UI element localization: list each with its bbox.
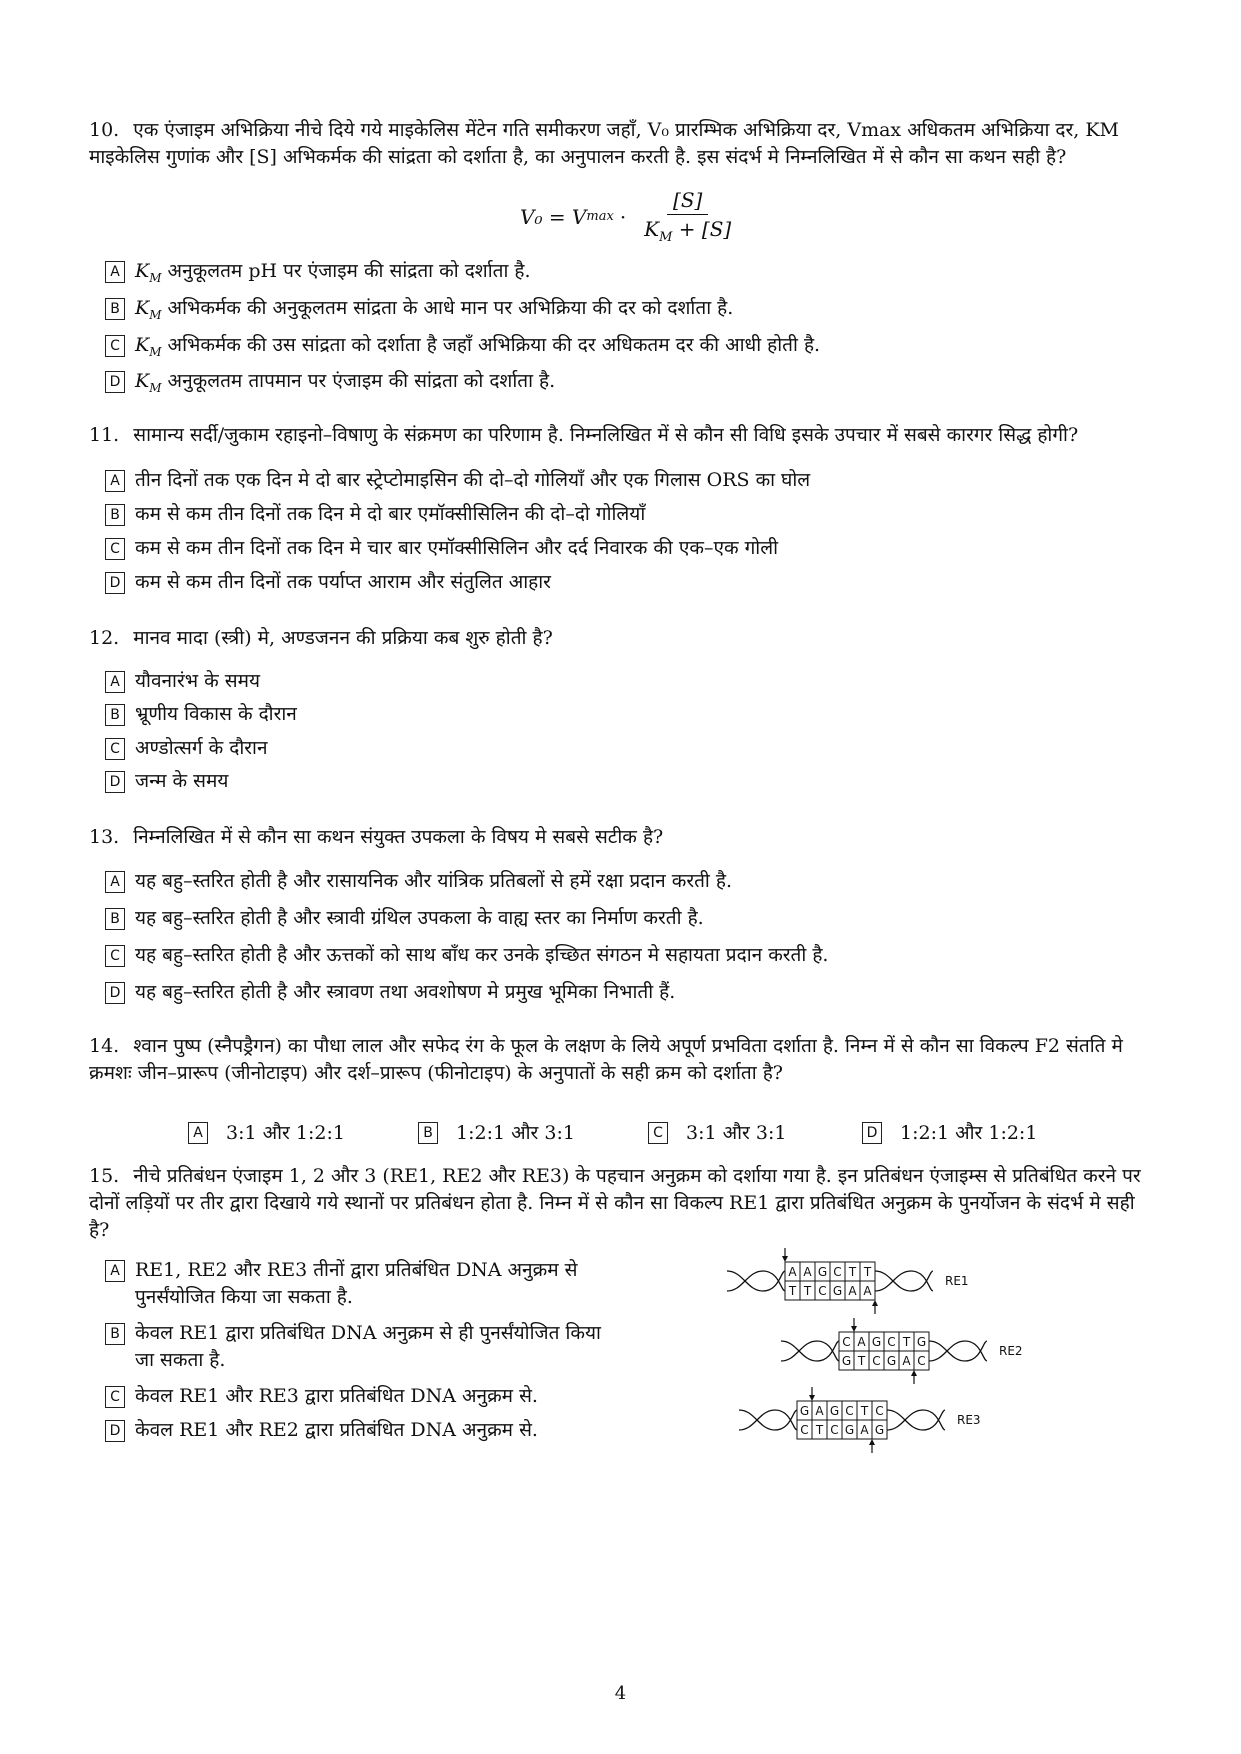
option-label: B [105, 504, 125, 526]
base-letter: G [916, 1335, 927, 1349]
option-text: केवल RE1 द्वारा प्रतिबंधित DNA अनुक्रम से ही पुनर्संयोजित किया जा सकता है. [135, 1322, 601, 1371]
base-letter: G [841, 1354, 852, 1368]
option-label: D [105, 572, 125, 594]
option-text: 3:1 और 3:1 [686, 1122, 787, 1144]
option-text: जन्म के समय [135, 770, 229, 792]
base-letter: G [829, 1404, 840, 1418]
base-letter: T [857, 1354, 866, 1368]
option-text: अनुकूलतम तापमान पर एंजाइम की सांद्रता को दर्शाता है. [167, 370, 556, 392]
base-letter: C [887, 1335, 896, 1349]
base-letter: T [788, 1284, 797, 1298]
base-letter: T [863, 1265, 872, 1279]
option-label: D [105, 1420, 125, 1442]
option-text: केवल RE1 और RE2 द्वारा प्रतिबंधित DNA अनुक्रम से. [135, 1419, 538, 1441]
base-letter: T [902, 1335, 911, 1349]
question-number: 12. [89, 627, 120, 649]
question-text: निम्नलिखित में से कौन सा कथन संयुक्त उपकला के विषय मे सबसे सटीक है? [133, 826, 664, 848]
option-label: D [105, 371, 125, 393]
page-number: 4 [614, 1683, 627, 1704]
base-letter: T [860, 1404, 869, 1418]
base-letter: G [886, 1354, 897, 1368]
base-letter: G [871, 1335, 882, 1349]
base-letter: C [875, 1404, 884, 1418]
enzyme-label: RE1 [945, 1274, 969, 1288]
question-text: एक एंजाइम अभिक्रिया नीचे दिये गये माइकेलिस मेंटेन गति समीकरण जहाँ, V₀ प्रारम्भिक अभिक्रिया दर, Vmax अधिकतम अभिक्रिया दर, KM माइकेलिस गुणांक और [S] अभिकर्मक की सांद्रता को दर्शाता है, का अनुपालन करती है. इस संदर्भ मे निम्नलिखित में से कौन सा कथन सही है? [89, 119, 1120, 168]
option-label: C [105, 738, 125, 760]
base-letter: C [845, 1404, 854, 1418]
enzyme-label: RE2 [999, 1344, 1023, 1358]
option-label: A [188, 1122, 208, 1144]
option-label: B [105, 704, 125, 726]
cut-arrow-bottom-head [869, 1439, 875, 1445]
base-letter: A [815, 1404, 824, 1418]
formula-numerator: [S] [667, 188, 708, 215]
option-text: यौवनारंभ के समय [135, 670, 260, 692]
base-letter: T [848, 1265, 857, 1279]
base-letter: C [830, 1423, 839, 1437]
question-text: श्वान पुष्प (स्नैपड्रैगन) का पौधा लाल और सफेद रंग के फूल के लक्षण के लिये अपूर्ण प्रभविता दर्शाता है. निम्न में से कौन सा विकल्प F2 संतति मे क्रमशः जीन–प्रारूप (जीनोटाइप) और दर्श–प्रारूप (फीनोटाइप) के अनुपातों के सही क्रम को दर्शाता है? [89, 1035, 1123, 1084]
cut-arrow-top-head [782, 1256, 788, 1262]
cut-arrow-bottom-head [911, 1370, 917, 1376]
option-text: कम से कम तीन दिनों तक दिन मे दो बार एमॉक्सीसिलिन की दो–दो गोलियाँ [135, 503, 646, 525]
option-text: यह बहु–स्तरित होती है और ऊत्तकों को साथ बाँध कर उनके इच्छित संगठन मे सहायता प्रदान करती है. [135, 944, 829, 966]
option-label: C [648, 1122, 668, 1144]
formula-lhs-sub: max [586, 209, 614, 224]
option-text: केवल RE1 और RE3 द्वारा प्रतिबंधित DNA अनुक्रम से. [135, 1385, 538, 1407]
option-text: अभिकर्मक की अनुकूलतम सांद्रता के आधे मान पर अभिक्रिया की दर को दर्शाता है. [167, 297, 734, 319]
option-text: तीन दिनों तक एक दिन मे दो बार स्ट्रेप्टोमाइसिन की दो–दो गोलियाँ और एक गिलास ORS का घोल [135, 469, 811, 491]
km-symbol: $K_M$ [135, 297, 162, 322]
option-label: A [105, 671, 125, 693]
option-label: A [105, 470, 125, 492]
option-label: D [862, 1122, 882, 1144]
cut-arrow-top-head [809, 1395, 815, 1401]
option-label: B [105, 1323, 125, 1345]
base-letter: A [902, 1354, 911, 1368]
base-letter: C [872, 1354, 881, 1368]
question-number: 14. [89, 1035, 120, 1057]
option-text: 3:1 और 1:2:1 [226, 1122, 345, 1144]
option-label: A [105, 1260, 125, 1282]
cut-arrow-bottom-head [872, 1300, 878, 1306]
question-number: 13. [89, 826, 120, 848]
km-symbol: $K_M$ [135, 334, 162, 359]
option-text: 1:2:1 और 1:2:1 [900, 1122, 1038, 1144]
option-label: B [105, 298, 125, 320]
option-label: C [105, 945, 125, 967]
option-label: C [105, 335, 125, 357]
base-letter: A [803, 1265, 812, 1279]
question-number: 11. [89, 424, 120, 446]
base-letter: A [863, 1284, 872, 1298]
base-letter: A [848, 1284, 857, 1298]
question-text: नीचे प्रतिबंधन एंजाइम 1, 2 और 3 (RE1, RE2 और RE3) के पहचान अनुक्रम को दर्शाया गया है. इन प्रतिबंधन एंजाइम्स से प्रतिबंधित करने पर दोनों लड़ियों पर तीर द्वारा दिखाये गये स्थानों पर प्रतिबंधन होता है. निम्न में से कौन सा विकल्प RE1 द्वारा प्रतिबंधित अनुक्रम के पुनर्योजन के संदर्भ मे सही है? [89, 1165, 1141, 1241]
formula-dot: · [619, 204, 627, 229]
option-label: C [105, 538, 125, 560]
base-letter: C [833, 1265, 842, 1279]
base-letter: C [800, 1423, 809, 1437]
option-text: अभिकर्मक की उस सांद्रता को दर्शाता है जहाँ अभिक्रिया की दर अधिकतम दर की आधी होती है. [167, 334, 821, 356]
option-label: C [105, 1386, 125, 1408]
base-letter: T [803, 1284, 812, 1298]
km-symbol: $K_M$ [135, 260, 162, 285]
base-letter: A [788, 1265, 797, 1279]
option-label: D [105, 771, 125, 793]
option-label: B [418, 1122, 438, 1144]
base-letter: G [799, 1404, 810, 1418]
option-label: A [105, 871, 125, 893]
question-text: सामान्य सर्दी/जुकाम रहाइनो–विषाणु के संक्रमण का परिणाम है. निम्नलिखित में से कौन सी विधि इसके उपचार में सबसे कारगर सिद्ध होगी? [133, 424, 1079, 446]
option-label: B [105, 908, 125, 930]
base-letter: A [857, 1335, 866, 1349]
option-text: 1:2:1 और 3:1 [456, 1122, 575, 1144]
option-text: यह बहु–स्तरित होती है और स्त्रावी ग्रंथिल उपकला के वाह्य स्तर का निर्माण करती है. [135, 907, 704, 929]
option-text: अनुकूलतम pH पर एंजाइम की सांद्रता को दर्शाता है. [167, 260, 531, 282]
question-number: 15. [89, 1165, 120, 1187]
base-letter: C [818, 1284, 827, 1298]
option-label: A [105, 261, 125, 283]
base-letter: T [815, 1423, 824, 1437]
option-text: कम से कम तीन दिनों तक दिन मे चार बार एमॉक्सीसिलिन और दर्द निवारक की एक–एक गोली [135, 537, 779, 559]
base-letter: G [874, 1423, 885, 1437]
option-label: D [105, 982, 125, 1004]
base-letter: G [844, 1423, 855, 1437]
cut-arrow-top-head [851, 1326, 857, 1332]
question-text: मानव मादा (स्त्री) मे, अण्डजनन की प्रक्रिया कब शुरु होती है? [133, 627, 553, 649]
option-text: भ्रूणीय विकास के दौरान [135, 703, 297, 725]
km-symbol: $K_M$ [135, 370, 162, 395]
enzyme-label: RE3 [957, 1413, 981, 1427]
option-text: यह बहु–स्तरित होती है और स्त्रावण तथा अवशोषण मे प्रमुख भूमिका निभाती हैं. [135, 981, 676, 1003]
option-text: RE1, RE2 और RE3 तीनों द्वारा प्रतिबंधित DNA अनुक्रम से पुनर्संयोजित किया जा सकता है. [135, 1259, 578, 1308]
base-letter: G [817, 1265, 828, 1279]
base-letter: C [842, 1335, 851, 1349]
formula-lhs: V₀ = V [520, 204, 587, 229]
base-letter: A [860, 1423, 869, 1437]
option-text: अण्डोत्सर्ग के दौरान [135, 737, 268, 759]
option-text: कम से कम तीन दिनों तक पर्याप्त आराम और संतुलित आहार [135, 571, 551, 593]
option-text: यह बहु–स्तरित होती है और रासायनिक और यांत्रिक प्रतिबलों से हमें रक्षा प्रदान करती है. [135, 870, 733, 892]
base-letter: G [832, 1284, 843, 1298]
base-letter: C [917, 1354, 926, 1368]
formula-denominator: $K_M + [S]$ [644, 217, 732, 245]
question-number: 10. [89, 119, 120, 141]
